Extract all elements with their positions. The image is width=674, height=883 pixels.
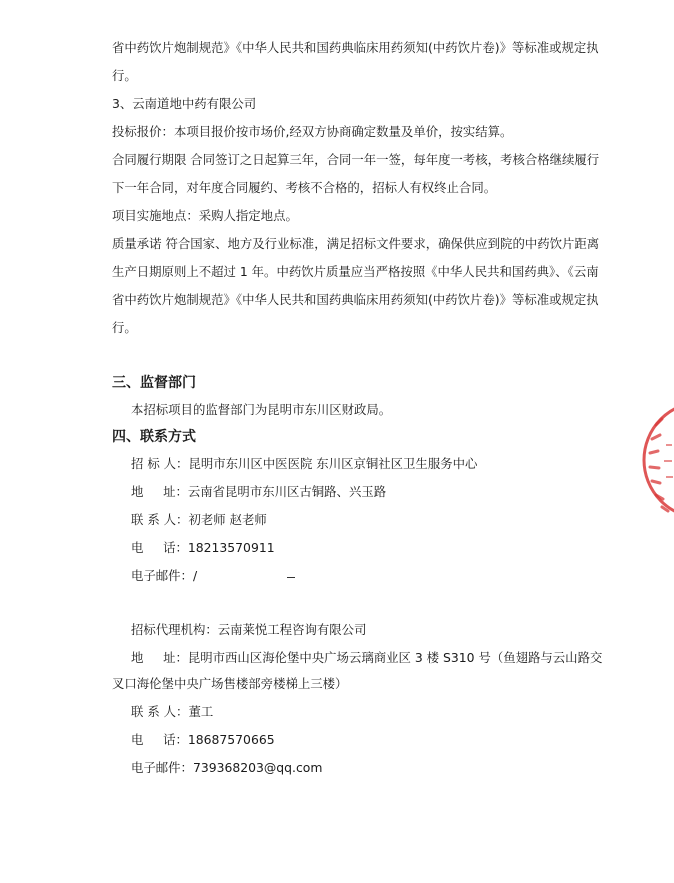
quality-line-1: 质量承诺 符合国家、地方及行业标准，满足招标文件要求，确保供应到院的中药饮片距离 [112,236,600,251]
contact-person-value: 初老师 赵老师 [188,512,267,527]
tenderer-row [131,456,477,472]
address-label: 地 址： [131,484,188,499]
tenderer-value: 昆明市东川区中医医院 东川区京铜社区卫生服务中心 [188,456,478,471]
para-top-line-2: 行。 [112,68,137,83]
phone-row [131,540,275,556]
agency-address-line-2: 叉口海伦堡中央广场售楼部旁楼梯上三楼） [112,676,348,691]
agency-email-value: 739368203@qq.com [192,760,323,775]
supervision-text: 本招标项目的监督部门为昆明市东川区财政局。 [131,402,392,417]
seal-inner-marks [664,445,673,477]
para-top-line-1: 省中药饮片炮制规范》《中华人民共和国药典临床用药须知(中药饮片卷)》等标准或规定执 [112,40,599,55]
item-3-title: 3、云南道地中药有限公司 [112,96,257,111]
contact-person-label: 联 系 人： [131,512,189,527]
contract-period-line-2: 下一年合同，对年度合同履约、考核不合格的，招标人有权终止合同。 [112,180,497,195]
agency-address-value-1: 昆明市西山区海伦堡中央广场云璃商业区 3 楼 S310 号（鱼翅路与云山路交 [187,650,603,665]
contact-person-row [131,512,267,528]
agency-email-row [131,760,322,776]
quality-line-3: 省中药饮片炮制规范》《中华人民共和国药典临床用药须知(中药饮片卷)》等标准或规定执 [112,292,599,307]
email-row [131,568,197,584]
agency-phone-value: 18687570665 [187,732,275,747]
official-seal [642,395,674,525]
section-contact-heading: 四、联系方式 [112,429,196,445]
agency-value: 云南莱悦工程咨询有限公司 [217,622,367,637]
quality-line-2: 生产日期原则上不超过 1 年。中药饮片质量应当严格按照《中华人民共和国药典》、《云南 [112,264,599,279]
project-location: 项目实施地点：采购人指定地点。 [112,208,298,223]
agency-phone-label: 电 话： [131,732,188,747]
agency-person-row [131,704,213,720]
email-value: / [192,568,198,583]
address-row [131,484,386,500]
seal-icon [642,395,674,525]
agency-email-label: 电子邮件： [131,760,193,775]
phone-value: 18213570911 [187,540,275,555]
agency-phone-row [131,732,275,748]
bid-price-text: 投标报价：本项目报价按市场价,经双方协商确定数量及单价，按实结算。 [112,124,513,139]
stray-mark [287,577,295,578]
phone-label: 电 话： [131,540,188,555]
address-value: 云南省昆明市东川区古铜路、兴玉路 [187,484,387,499]
agency-person-label: 联 系 人： [131,704,189,719]
seal-glyph-marks [650,419,668,511]
agency-address-label: 地 址： [131,650,188,665]
agency-row [131,622,366,638]
tenderer-label: 招 标 人： [131,456,189,471]
section-supervision-heading: 三、监督部门 [112,375,196,391]
agency-label: 招标代理机构： [131,622,218,637]
agency-person-value: 董工 [188,704,214,719]
agency-address-row [131,650,602,666]
email-label: 电子邮件： [131,568,193,583]
contract-period-line-1: 合同履行期限 合同签订之日起算三年，合同一年一签，每年度一考核，考核合格继续履行 [112,152,600,167]
quality-line-4: 行。 [112,320,137,335]
